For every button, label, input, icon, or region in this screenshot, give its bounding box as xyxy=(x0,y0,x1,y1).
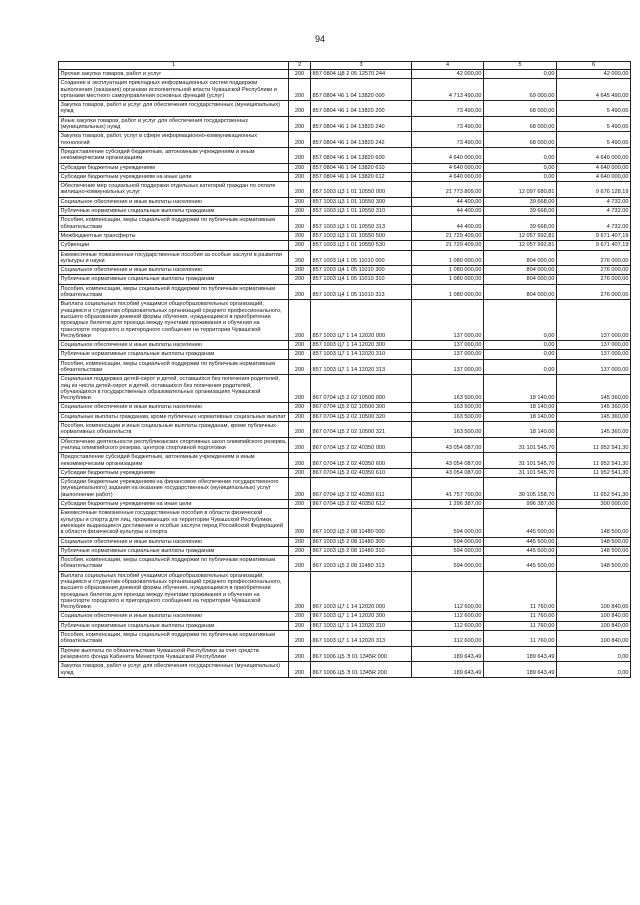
table-row xyxy=(59,300,631,341)
row-classification-code: 867 1003 Ц7 1 14 12020 300 xyxy=(311,612,412,621)
row-code: 200 xyxy=(289,453,311,469)
row-classification-code: 867 0704 Ц5 2 02 10500 300 xyxy=(311,403,412,412)
row-code: 200 xyxy=(289,231,311,240)
row-description: Межбюджетные трансферты xyxy=(59,231,289,240)
row-remaining-amount: 148 500,00 xyxy=(557,537,631,546)
table-row xyxy=(59,556,631,572)
row-classification-code: 857 0804 Ч6 1 04 13820 612 xyxy=(311,172,412,181)
row-approved-amount: 42 000,00 xyxy=(412,70,484,79)
row-classification-code: 857 0804 Ц8 2 05 12570 244 xyxy=(311,70,412,79)
row-executed-amount: 445 500,00 xyxy=(484,556,557,572)
row-approved-amount: 112 600,00 xyxy=(412,571,484,612)
row-approved-amount: 73 490,00 xyxy=(412,101,484,117)
row-approved-amount: 112 600,00 xyxy=(412,631,484,647)
row-code: 200 xyxy=(289,359,311,375)
row-code: 200 xyxy=(289,612,311,621)
row-executed-amount: 804 000,00 xyxy=(484,266,557,275)
row-description: Социальное обеспечение и иные выплаты населению xyxy=(59,266,289,275)
row-description: Ежемесячные пожизненные государственные пособия в области физической культуры и спорта для лиц, проживающих на территории Чувашской Республики, имеющих выдающиеся достижения и особые заслуги перед Российской Федерацией в области физической культуры и спорта xyxy=(59,509,289,537)
row-description: Социальное обеспечение и иные выплаты населению xyxy=(59,403,289,412)
row-code: 200 xyxy=(289,662,311,678)
table-row xyxy=(59,341,631,350)
row-classification-code: 857 0804 Ч6 1 04 13820 200 xyxy=(311,101,412,117)
row-classification-code: 867 0704 Ц5 2 02 40350 600 xyxy=(311,453,412,469)
row-classification-code: 857 1003 Ц7 1 14 12020 300 xyxy=(311,341,412,350)
row-code: 200 xyxy=(289,207,311,216)
row-classification-code: 857 0804 Ч6 1 04 13820 610 xyxy=(311,163,412,172)
column-header: 1 xyxy=(59,62,289,70)
row-remaining-amount: 137 000,00 xyxy=(557,350,631,359)
column-header: 3 xyxy=(311,62,412,70)
row-description: Прочие выплаты по обязательствам Чувашской Республики за счет средств резервного фонда Кабинета Министров Чувашской Республики xyxy=(59,646,289,662)
row-remaining-amount: 11 952 541,30 xyxy=(557,453,631,469)
row-code: 200 xyxy=(289,571,311,612)
table-row xyxy=(59,231,631,240)
row-executed-amount: 31 101 545,70 xyxy=(484,468,557,477)
table-row xyxy=(59,163,631,172)
row-remaining-amount: 4 640 000,00 xyxy=(557,172,631,181)
row-executed-amount: 18 140,00 xyxy=(484,412,557,421)
row-approved-amount: 1 296 387,00 xyxy=(412,500,484,509)
row-remaining-amount: 5 490,00 xyxy=(557,116,631,132)
table-row xyxy=(59,350,631,359)
row-code: 200 xyxy=(289,403,311,412)
row-code: 200 xyxy=(289,266,311,275)
row-approved-amount: 163 500,00 xyxy=(412,412,484,421)
row-classification-code: 867 1003 Ц5 2 08 11480 310 xyxy=(311,546,412,555)
row-executed-amount: 0,00 xyxy=(484,341,557,350)
row-executed-amount: 12 057 992,81 xyxy=(484,231,557,240)
table-row xyxy=(59,509,631,537)
row-description: Пособия, компенсации, меры социальной поддержки по публичным нормативным обязательствам xyxy=(59,284,289,300)
row-executed-amount: 0,00 xyxy=(484,300,557,341)
row-classification-code: 857 1003 Ц4 1 05 11010 300 xyxy=(311,266,412,275)
row-remaining-amount: 145 360,00 xyxy=(557,422,631,438)
row-classification-code: 857 0804 Ч6 1 04 13820 600 xyxy=(311,147,412,163)
row-approved-amount: 21 729 409,00 xyxy=(412,231,484,240)
row-executed-amount: 0,00 xyxy=(484,163,557,172)
row-classification-code: 857 1003 Ц7 1 14 12020 000 xyxy=(311,300,412,341)
row-description: Публичные нормативные социальные выплаты гражданам xyxy=(59,350,289,359)
row-executed-amount: 0,00 xyxy=(484,70,557,79)
row-remaining-amount: 4 645 490,00 xyxy=(557,79,631,101)
row-executed-amount: 189 643,49 xyxy=(484,646,557,662)
row-code: 200 xyxy=(289,70,311,79)
row-classification-code: 867 1003 Ц7 1 14 12020 313 xyxy=(311,631,412,647)
row-approved-amount: 137 000,00 xyxy=(412,359,484,375)
row-classification-code: 857 1003 Ц3 1 01 10550 500 xyxy=(311,231,412,240)
row-approved-amount: 594 000,00 xyxy=(412,546,484,555)
row-executed-amount: 39 668,00 xyxy=(484,207,557,216)
row-code: 200 xyxy=(289,468,311,477)
table-row xyxy=(59,621,631,630)
row-classification-code: 867 0704 Ц5 2 02 10500 320 xyxy=(311,412,412,421)
table-row xyxy=(59,571,631,612)
row-approved-amount: 43 054 087,00 xyxy=(412,437,484,453)
table-row xyxy=(59,79,631,101)
row-executed-amount: 30 105 158,70 xyxy=(484,478,557,500)
row-code: 200 xyxy=(289,116,311,132)
row-code: 200 xyxy=(289,79,311,101)
row-classification-code: 857 1003 Ц7 1 14 12020 310 xyxy=(311,350,412,359)
row-remaining-amount: 0,00 xyxy=(557,646,631,662)
row-executed-amount: 445 500,00 xyxy=(484,537,557,546)
row-executed-amount: 11 760,00 xyxy=(484,631,557,647)
row-executed-amount: 68 000,00 xyxy=(484,132,557,148)
row-approved-amount: 1 080 000,00 xyxy=(412,250,484,266)
row-code: 200 xyxy=(289,478,311,500)
row-approved-amount: 21 773 809,00 xyxy=(412,182,484,198)
table-row xyxy=(59,70,631,79)
row-description: Предоставление субсидий бюджетным, автономным учреждениям и иным некоммерческим организациям xyxy=(59,453,289,469)
row-approved-amount: 44 400,00 xyxy=(412,197,484,206)
row-code: 200 xyxy=(289,412,311,421)
row-description: Субсидии бюджетным учреждениям на иные цели xyxy=(59,500,289,509)
row-approved-amount: 4 640 000,00 xyxy=(412,172,484,181)
row-classification-code: 857 1003 Ц4 1 05 11010 000 xyxy=(311,250,412,266)
row-approved-amount: 4 640 000,00 xyxy=(412,147,484,163)
row-classification-code: 857 1003 Ц3 1 01 10550 310 xyxy=(311,207,412,216)
table-row xyxy=(59,662,631,678)
table-row xyxy=(59,478,631,500)
row-executed-amount: 996 387,00 xyxy=(484,500,557,509)
row-description: Субсидии бюджетным учреждениям xyxy=(59,468,289,477)
row-executed-amount: 12 057 992,81 xyxy=(484,241,557,250)
table-row xyxy=(59,101,631,117)
row-code: 200 xyxy=(289,341,311,350)
row-executed-amount: 0,00 xyxy=(484,350,557,359)
row-remaining-amount: 276 000,00 xyxy=(557,250,631,266)
row-description: Пособия, компенсации, меры социальной поддержки по публичным нормативным обязательствам xyxy=(59,216,289,232)
table-row xyxy=(59,375,631,403)
row-code: 200 xyxy=(289,546,311,555)
row-code: 200 xyxy=(289,621,311,630)
row-remaining-amount: 276 000,00 xyxy=(557,266,631,275)
table-row xyxy=(59,612,631,621)
table-row xyxy=(59,646,631,662)
row-description: Закупка товаров, работ и услуг для обеспечения государственных (муниципальных) нужд xyxy=(59,662,289,678)
table-row xyxy=(59,116,631,132)
row-classification-code: 867 1003 Ц7 1 14 12020 000 xyxy=(311,571,412,612)
row-description: Пособия, компенсации, меры социальной поддержки по публичным нормативным обязательствам xyxy=(59,556,289,572)
row-code: 200 xyxy=(289,350,311,359)
column-header: 4 xyxy=(412,62,484,70)
row-description: Ежемесячные пожизненные государственные пособия за особые заслуги в развитии культуры и науки xyxy=(59,250,289,266)
table-row xyxy=(59,500,631,509)
row-executed-amount: 11 760,00 xyxy=(484,571,557,612)
row-approved-amount: 594 000,00 xyxy=(412,537,484,546)
row-code: 200 xyxy=(289,509,311,537)
row-description: Пособия, компенсации и иные социальные выплаты гражданам, кроме публичных нормативных обязательств xyxy=(59,422,289,438)
row-description: Субсидии бюджетным учреждениям xyxy=(59,163,289,172)
table-row xyxy=(59,241,631,250)
row-approved-amount: 43 054 087,00 xyxy=(412,453,484,469)
table-header-row xyxy=(59,62,631,70)
row-remaining-amount: 137 000,00 xyxy=(557,359,631,375)
table-row xyxy=(59,631,631,647)
row-executed-amount: 31 101 545,70 xyxy=(484,437,557,453)
row-remaining-amount: 100 840,00 xyxy=(557,612,631,621)
table-row xyxy=(59,284,631,300)
row-approved-amount: 43 054 087,00 xyxy=(412,468,484,477)
row-executed-amount: 69 000,00 xyxy=(484,79,557,101)
row-description: Субсидии бюджетным учреждениям на финансовое обеспечение государственного (муниципального) задания на оказание государственных (муниципальных) услуг (выполнение работ) xyxy=(59,478,289,500)
table-row xyxy=(59,437,631,453)
table-row xyxy=(59,132,631,148)
row-remaining-amount: 4 732,00 xyxy=(557,207,631,216)
row-description: Социальное обеспечение и иные выплаты населению xyxy=(59,537,289,546)
row-code: 200 xyxy=(289,172,311,181)
table-row xyxy=(59,453,631,469)
row-code: 200 xyxy=(289,250,311,266)
row-classification-code: 867 0704 Ц5 2 02 40350 610 xyxy=(311,468,412,477)
row-executed-amount: 445 500,00 xyxy=(484,509,557,537)
row-code: 200 xyxy=(289,646,311,662)
row-approved-amount: 137 000,00 xyxy=(412,341,484,350)
row-remaining-amount: 4 640 000,00 xyxy=(557,147,631,163)
row-description: Субвенции xyxy=(59,241,289,250)
row-remaining-amount: 11 952 541,30 xyxy=(557,468,631,477)
row-classification-code: 867 1006 Ц5 Э 01 1345R 200 xyxy=(311,662,412,678)
row-executed-amount: 12 097 680,81 xyxy=(484,182,557,198)
table-row xyxy=(59,182,631,198)
table-row xyxy=(59,172,631,181)
row-remaining-amount: 148 500,00 xyxy=(557,556,631,572)
row-code: 200 xyxy=(289,500,311,509)
row-approved-amount: 163 500,00 xyxy=(412,375,484,403)
row-remaining-amount: 276 000,00 xyxy=(557,284,631,300)
row-approved-amount: 137 000,00 xyxy=(412,300,484,341)
row-code: 200 xyxy=(289,556,311,572)
row-executed-amount: 804 000,00 xyxy=(484,284,557,300)
row-remaining-amount: 148 500,00 xyxy=(557,509,631,537)
table-row xyxy=(59,250,631,266)
row-executed-amount: 18 140,00 xyxy=(484,375,557,403)
row-remaining-amount: 145 360,00 xyxy=(557,412,631,421)
row-remaining-amount: 300 000,00 xyxy=(557,500,631,509)
row-remaining-amount: 276 000,00 xyxy=(557,275,631,284)
row-remaining-amount: 5 490,00 xyxy=(557,132,631,148)
row-remaining-amount: 0,00 xyxy=(557,662,631,678)
row-code: 200 xyxy=(289,300,311,341)
row-description: Пособия, компенсации, меры социальной поддержки по публичным нормативным обязательствам xyxy=(59,359,289,375)
row-classification-code: 867 1006 Ц5 Э 01 1345R 000 xyxy=(311,646,412,662)
row-description: Прочая закупка товаров, работ и услуг xyxy=(59,70,289,79)
row-description: Создание и эксплуатация прикладных информационных систем поддержки выполнения (оказания) органами исполнительной власти Чувашской Республики и органами местного самоуправления основных функций (услуг) xyxy=(59,79,289,101)
column-header: 6 xyxy=(557,62,631,70)
row-description: Публичные нормативные социальные выплаты гражданам xyxy=(59,621,289,630)
row-approved-amount: 1 080 000,00 xyxy=(412,266,484,275)
row-classification-code: 867 1003 Ц5 2 08 11480 300 xyxy=(311,537,412,546)
table-row xyxy=(59,147,631,163)
row-description: Социальные выплаты гражданам, кроме публичных нормативных социальных выплат xyxy=(59,412,289,421)
row-description: Социальное обеспечение и иные выплаты населению xyxy=(59,197,289,206)
table-row xyxy=(59,537,631,546)
row-approved-amount: 1 080 000,00 xyxy=(412,284,484,300)
page-number: 94 xyxy=(314,34,325,44)
row-code: 200 xyxy=(289,101,311,117)
row-approved-amount: 4 640 000,00 xyxy=(412,163,484,172)
row-executed-amount: 804 000,00 xyxy=(484,250,557,266)
row-description: Обеспечение деятельности республиканских спортивных школ олимпийского резерва, училищ олимпийского резерва, центров спортивной подготовки xyxy=(60,438,287,451)
row-approved-amount: 112 600,00 xyxy=(412,612,484,621)
table-row xyxy=(59,207,631,216)
budget-table xyxy=(58,61,631,678)
row-classification-code: 857 1003 Ц3 1 01 10550 313 xyxy=(311,216,412,232)
row-executed-amount: 0,00 xyxy=(484,172,557,181)
table-body xyxy=(59,70,631,678)
column-header: 2 xyxy=(289,62,311,70)
row-approved-amount: 1 080 000,00 xyxy=(412,275,484,284)
row-code: 200 xyxy=(289,197,311,206)
row-code: 200 xyxy=(289,132,311,148)
row-code: 200 xyxy=(289,216,311,232)
row-classification-code: 857 0804 Ч6 1 04 13820 240 xyxy=(311,116,412,132)
row-remaining-amount: 4 640 000,00 xyxy=(557,163,631,172)
table-row xyxy=(59,468,631,477)
table-row xyxy=(59,412,631,421)
row-approved-amount: 137 000,00 xyxy=(412,350,484,359)
row-description: Иные закупки товаров, работ и услуг для обеспечения государственных (муниципальных) нужд xyxy=(59,116,289,132)
row-description: Публичные нормативные социальные выплаты гражданам xyxy=(59,275,289,284)
row-approved-amount: 73 490,00 xyxy=(412,116,484,132)
table-row xyxy=(59,359,631,375)
table-row xyxy=(59,266,631,275)
row-code: 200 xyxy=(289,537,311,546)
row-remaining-amount: 11 652 541,30 xyxy=(557,478,631,500)
row-description: Публичные нормативные социальные выплаты гражданам xyxy=(59,207,289,216)
row-description: Обеспечение мер социальной поддержки отдельных категорий граждан по оплате жилищно-коммунальных услуг xyxy=(59,182,289,198)
row-code: 200 xyxy=(289,422,311,438)
row-approved-amount: 112 600,00 xyxy=(412,621,484,630)
row-classification-code: 857 1003 Ц7 1 14 12020 313 xyxy=(311,359,412,375)
row-classification-code: 867 0704 Ц5 2 02 40350 611 xyxy=(311,478,412,500)
row-executed-amount: 18 140,00 xyxy=(484,403,557,412)
row-description: Социальное обеспечение и иные выплаты населению xyxy=(59,341,289,350)
row-description: Социальная поддержка детей-сирот и детей, оставшихся без попечения родителей, лиц из числа детей-сирот и детей, оставшихся без попечения родителей, обучающихся в государственных образовательных организациях Чувашской Республики xyxy=(59,375,289,403)
row-code: 200 xyxy=(289,241,311,250)
row-executed-amount: 804 000,00 xyxy=(484,275,557,284)
row-executed-amount: 18 140,00 xyxy=(484,422,557,438)
row-executed-amount: 0,00 xyxy=(484,147,557,163)
row-code: 200 xyxy=(289,147,311,163)
row-approved-amount: 163 500,00 xyxy=(412,422,484,438)
row-classification-code: 867 1003 Ц5 2 08 11480 000 xyxy=(311,509,412,537)
table-row xyxy=(59,197,631,206)
row-classification-code: 857 1003 Ц4 1 05 11010 310 xyxy=(311,275,412,284)
row-executed-amount: 68 000,00 xyxy=(484,101,557,117)
row-approved-amount: 73 490,00 xyxy=(412,132,484,148)
row-executed-amount: 68 000,00 xyxy=(484,116,557,132)
row-description: Закупка товаров, работ и услуг для обеспечения государственных (муниципальных) нужд xyxy=(59,101,289,117)
row-classification-code: 857 1003 Ц4 1 05 11010 313 xyxy=(311,284,412,300)
row-executed-amount: 39 668,00 xyxy=(484,216,557,232)
row-classification-code: 867 1003 Ц5 2 08 11480 313 xyxy=(311,556,412,572)
column-header: 5 xyxy=(484,62,557,70)
row-classification-code: 867 0704 Ц5 2 02 10500 321 xyxy=(311,422,412,438)
row-description: Социальное обеспечение и иные выплаты населению xyxy=(59,612,289,621)
row-approved-amount: 21 729 409,00 xyxy=(412,241,484,250)
row-executed-amount: 0,00 xyxy=(484,359,557,375)
row-remaining-amount: 100 840,00 xyxy=(557,631,631,647)
row-description: Публичные нормативные социальные выплаты гражданам xyxy=(59,546,289,555)
row-classification-code: 857 0804 Ч6 1 04 13820 242 xyxy=(311,132,412,148)
row-code: 200 xyxy=(289,182,311,198)
row-approved-amount: 163 500,00 xyxy=(412,403,484,412)
row-code: 200 xyxy=(289,163,311,172)
row-executed-amount: 11 760,00 xyxy=(484,621,557,630)
table-row xyxy=(59,546,631,555)
row-classification-code: 857 0804 Ч6 1 04 13820 000 xyxy=(311,79,412,101)
row-remaining-amount: 4 732,00 xyxy=(557,197,631,206)
row-classification-code: 867 0704 Ц5 2 02 10500 000 xyxy=(311,375,412,403)
row-remaining-amount: 42 000,00 xyxy=(557,70,631,79)
row-approved-amount: 41 757 700,00 xyxy=(412,478,484,500)
row-approved-amount: 189 643,49 xyxy=(412,662,484,678)
row-classification-code: 867 1003 Ц7 1 14 12020 310 xyxy=(311,621,412,630)
row-description: Пособия, компенсации, меры социальной поддержки по публичным нормативным обязательствам xyxy=(59,631,289,647)
row-remaining-amount: 4 732,00 xyxy=(557,216,631,232)
row-executed-amount: 189 643,49 xyxy=(484,662,557,678)
row-classification-code: 857 1003 Ц3 1 01 10550 000 xyxy=(311,182,412,198)
row-approved-amount: 594 000,00 xyxy=(412,556,484,572)
row-remaining-amount: 137 000,00 xyxy=(557,341,631,350)
row-remaining-amount: 145 360,00 xyxy=(557,403,631,412)
row-code: 200 xyxy=(289,437,311,453)
row-approved-amount: 594 000,00 xyxy=(412,509,484,537)
table-row xyxy=(59,216,631,232)
row-remaining-amount: 9 671 407,19 xyxy=(557,241,631,250)
row-executed-amount: 11 760,00 xyxy=(484,612,557,621)
row-code: 200 xyxy=(289,275,311,284)
table-row xyxy=(59,403,631,412)
row-remaining-amount: 5 490,00 xyxy=(557,101,631,117)
row-remaining-amount: 100 840,00 xyxy=(557,621,631,630)
row-approved-amount: 44 400,00 xyxy=(412,207,484,216)
row-approved-amount: 44 400,00 xyxy=(412,216,484,232)
row-classification-code: 857 1003 Ц3 1 01 10550 300 xyxy=(311,197,412,206)
row-executed-amount: 31 101 545,70 xyxy=(484,453,557,469)
row-description: Закупка товаров, работ, услуг в сфере информационно-коммуникационных технологий xyxy=(59,132,289,148)
row-remaining-amount: 100 840,00 xyxy=(557,571,631,612)
row-approved-amount: 189 643,49 xyxy=(412,646,484,662)
row-remaining-amount: 148 500,00 xyxy=(557,546,631,555)
row-description: Предоставление субсидий бюджетным, автономным учреждениям и иным некоммерческим организациям xyxy=(59,147,289,163)
row-classification-code: 867 0704 Ц5 2 02 40350 612 xyxy=(311,500,412,509)
row-remaining-amount: 145 360,00 xyxy=(557,375,631,403)
table-row xyxy=(59,422,631,438)
row-executed-amount: 445 500,00 xyxy=(484,546,557,555)
row-code: 200 xyxy=(289,631,311,647)
row-remaining-amount: 137 000,00 xyxy=(557,300,631,341)
row-code: 200 xyxy=(289,375,311,403)
row-classification-code: 867 0704 Ц5 2 02 40350 000 xyxy=(311,437,412,453)
row-description: Субсидии бюджетным учреждениям на иные цели xyxy=(59,172,289,181)
row-code: 200 xyxy=(289,284,311,300)
table-row xyxy=(59,275,631,284)
row-remaining-amount: 9 671 407,19 xyxy=(557,231,631,240)
row-description: Выплата социальных пособий учащимся общеобразовательных организаций, учащимся и студентам образовательных организаций среднего профессионального, высшего образования дневной формы обучения, нуждающимся в приобретении проездных билетов для проезда между пунктами проживания и обучения на транспорте городского и пригородного сообщения на территории Чувашской Республики xyxy=(59,571,289,612)
row-executed-amount: 39 668,00 xyxy=(484,197,557,206)
row-classification-code: 857 1003 Ц3 1 01 10550 530 xyxy=(311,241,412,250)
row-approved-amount: 4 713 490,00 xyxy=(412,79,484,101)
row-remaining-amount: 9 676 128,19 xyxy=(557,182,631,198)
row-remaining-amount: 11 952 541,30 xyxy=(557,437,631,453)
row-description: Выплата социальных пособий учащимся общеобразовательных организаций, учащимся и студентам образовательных организаций среднего профессионального, высшего образования дневной формы обучения, нуждающимся в приобретении проездных билетов для проезда между пунктами проживания и обучения на транспорте городского и пригородного сообщения на территории Чувашской Республики xyxy=(59,300,289,341)
